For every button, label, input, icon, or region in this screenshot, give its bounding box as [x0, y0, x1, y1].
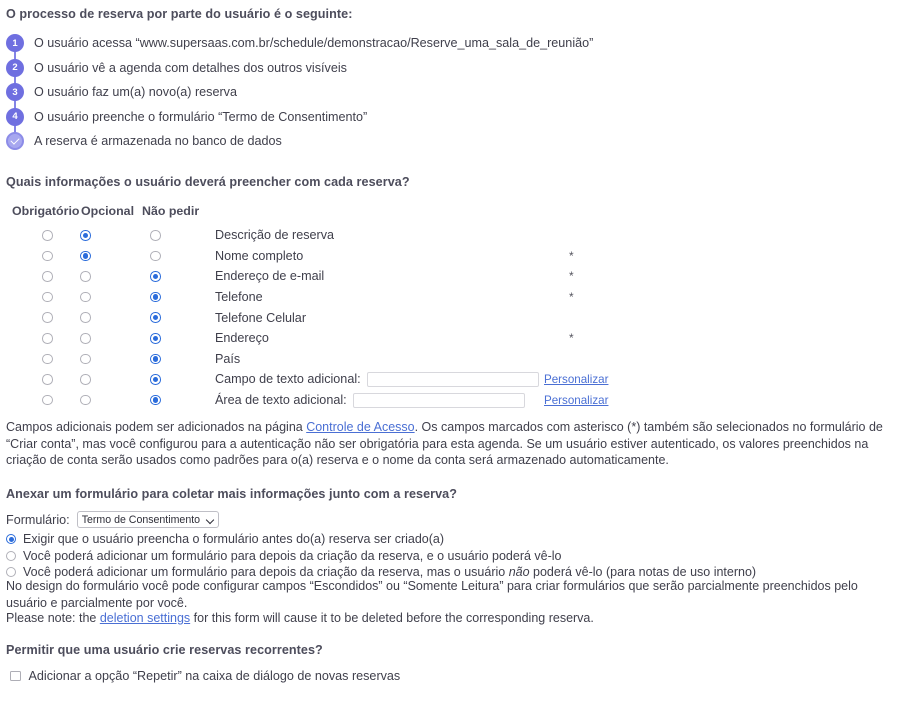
process-step-5	[0, 129, 880, 154]
radio-dont-ask[interactable]	[150, 374, 161, 385]
radio-cell-dont-ask[interactable]	[150, 292, 215, 303]
table-row	[0, 246, 890, 267]
radio-cell-required[interactable]	[0, 312, 80, 323]
asterisk-marker: *	[569, 248, 574, 263]
process-step-4	[0, 105, 880, 130]
radio-after-visible[interactable]	[6, 551, 16, 561]
radio-cell-optional[interactable]	[80, 271, 150, 282]
radio-required[interactable]	[42, 230, 53, 241]
radio-required[interactable]	[42, 271, 53, 282]
radio-optional[interactable]	[80, 230, 91, 241]
deletion-note-part1: Please note: the	[6, 611, 100, 625]
radio-cell-required[interactable]	[0, 374, 80, 385]
radio-required[interactable]	[42, 395, 53, 406]
recurring-heading	[6, 643, 323, 657]
field-label: Descrição de reserva	[215, 228, 334, 243]
radio-cell-required[interactable]	[0, 271, 80, 282]
radio-cell-required[interactable]	[0, 230, 80, 241]
radio-dont-ask[interactable]	[150, 395, 161, 406]
attach-form-heading-text: Anexar um formulário para coletar mais informações junto com a reserva?	[6, 487, 458, 501]
step-label: A reserva é armazenada no banco de dados	[34, 134, 282, 149]
radio-optional[interactable]	[80, 292, 91, 303]
radio-required[interactable]	[42, 354, 53, 365]
extra-text-field-input[interactable]	[367, 372, 539, 387]
radio-cell-required[interactable]	[0, 395, 80, 406]
attach-form-heading	[6, 487, 457, 501]
form-option-row-2[interactable]	[6, 548, 886, 565]
fields-heading-text: Quais informações o usuário deverá preencher com cada reserva?	[6, 175, 410, 189]
step-number-badge: 1	[6, 34, 24, 52]
radio-dont-ask[interactable]	[150, 271, 161, 282]
radio-optional[interactable]	[80, 333, 91, 344]
asterisk-marker: *	[569, 330, 574, 345]
radio-cell-optional[interactable]	[80, 292, 150, 303]
extra-text-field-group	[215, 372, 539, 387]
radio-require-before[interactable]	[6, 534, 16, 544]
radio-cell-required[interactable]	[0, 333, 80, 344]
radio-dont-ask[interactable]	[150, 251, 161, 262]
process-step-2	[0, 56, 880, 81]
process-step-1	[0, 31, 880, 56]
table-row	[0, 349, 890, 370]
customize-link-wrapper	[544, 394, 608, 407]
radio-dont-ask[interactable]	[150, 333, 161, 344]
step-label: O usuário acessa “www.supersaas.com.br/schedule/demonstracao/Reserve_uma_sala_de_reunião”	[34, 36, 594, 51]
form-option-row-1[interactable]	[6, 531, 886, 548]
radio-dont-ask[interactable]	[150, 354, 161, 365]
table-row	[0, 390, 890, 411]
radio-optional[interactable]	[80, 251, 91, 262]
field-label: País	[215, 351, 241, 366]
table-row	[0, 287, 890, 308]
checkbox-add-repeat[interactable]	[10, 671, 21, 682]
radio-optional[interactable]	[80, 354, 91, 365]
radio-cell-dont-ask[interactable]	[150, 230, 215, 241]
asterisk-marker: *	[569, 269, 574, 284]
field-label: Telefone	[215, 290, 263, 305]
note-text-part2: . Os campos marcados com asterisco (*) também são selecionados no formulário de “Criar conta”, mas você configurou para a autenticação não ser obrigatória para esta agenda. Se um usuário estiver autenticado, os valores preenchidos na criação de conta serão usados como padrões para o(a) reserva e o nome da conta será armazenado automaticamente.	[6, 420, 883, 468]
step-number-badge: 3	[6, 83, 24, 101]
radio-dont-ask[interactable]	[150, 292, 161, 303]
table-row	[0, 328, 890, 349]
process-heading	[6, 7, 352, 21]
form-option-emphasis: não	[508, 565, 530, 580]
radio-optional[interactable]	[80, 374, 91, 385]
radio-cell-required[interactable]	[0, 354, 80, 365]
radio-cell-optional[interactable]	[80, 230, 150, 241]
chevron-down-icon	[77, 511, 219, 529]
additional-fields-note	[6, 419, 890, 469]
extra-textarea-field-group	[215, 393, 525, 408]
customize-link[interactable]: Personalizar	[544, 393, 609, 407]
fields-matrix	[0, 204, 890, 410]
step-label: O usuário faz um(a) novo(a) reserva	[34, 85, 237, 100]
recurring-heading-text: Permitir que uma usuário crie reservas recorrentes?	[6, 643, 323, 657]
radio-cell-dont-ask[interactable]	[150, 271, 215, 282]
radio-optional[interactable]	[80, 395, 91, 406]
table-row	[0, 266, 890, 287]
column-header-optional: Opcional	[81, 204, 135, 218]
table-row	[0, 225, 890, 246]
fields-heading	[6, 175, 410, 189]
radio-dont-ask[interactable]	[150, 230, 161, 241]
field-label: Endereço	[215, 331, 269, 346]
form-design-note: No design do formulário você pode configurar campos “Escondidos” ou “Somente Leitura” para criar formulários que serão parcialmente preenchidos pelo usuário e parcialmente por você.	[6, 579, 858, 610]
check-icon	[6, 132, 24, 150]
step-number-badge: 2	[6, 59, 24, 77]
radio-cell-required[interactable]	[0, 292, 80, 303]
step-number-badge: 4	[6, 108, 24, 126]
process-steps-list	[0, 31, 880, 154]
radio-required[interactable]	[42, 312, 53, 323]
radio-cell-optional[interactable]	[80, 312, 150, 323]
radio-cell-dont-ask[interactable]	[150, 333, 215, 344]
radio-after-hidden[interactable]	[6, 567, 16, 577]
radio-required[interactable]	[42, 333, 53, 344]
form-option-label: Exigir que o usuário preencha o formulário antes do(a) reserva ser criado(a)	[23, 532, 445, 547]
deletion-settings-link[interactable]: deletion settings	[99, 611, 191, 625]
radio-cell-dont-ask[interactable]	[150, 374, 215, 385]
deletion-note-part2: for this form will cause it to be deleted before the corresponding reserva.	[190, 611, 594, 625]
access-control-link[interactable]: Controle de Acesso	[306, 420, 415, 434]
form-select[interactable]	[77, 511, 219, 528]
customize-link-wrapper	[544, 373, 608, 386]
radio-cell-dont-ask[interactable]	[150, 312, 215, 323]
field-label: Campo de texto adicional:	[215, 372, 361, 387]
field-label: Nome completo	[215, 248, 304, 263]
radio-required[interactable]	[42, 374, 53, 385]
form-select-label: Formulário:	[6, 512, 70, 527]
form-option-text-b: poderá vê-lo (para notas de uso interno)	[529, 565, 757, 580]
form-select-row	[6, 509, 219, 530]
process-heading-text: O processo de reserva por parte do usuário é o seguinte:	[6, 7, 353, 21]
field-label: Área de texto adicional:	[215, 393, 347, 408]
form-option-text-a: Você poderá adicionar um formulário para depois da criação da reserva, mas o usuário	[23, 565, 509, 580]
process-step-3	[0, 80, 880, 105]
radio-cell-required[interactable]	[0, 251, 80, 262]
column-header-dont-ask: Não pedir	[142, 204, 200, 218]
radio-cell-dont-ask[interactable]	[150, 395, 215, 406]
deletion-note	[6, 610, 890, 627]
form-option-label: Você poderá adicionar um formulário para depois da criação da reserva, e o usuário poderá vê-lo	[23, 548, 562, 563]
note-text-part1: Campos adicionais podem ser adicionados na página	[6, 420, 307, 434]
step-label: O usuário vê a agenda com detalhes dos outros visíveis	[34, 60, 347, 75]
radio-cell-dont-ask[interactable]	[150, 354, 215, 365]
radio-required[interactable]	[42, 292, 53, 303]
asterisk-marker: *	[569, 289, 574, 304]
radio-cell-dont-ask[interactable]	[150, 251, 215, 262]
field-label: Telefone Celular	[215, 310, 307, 325]
field-label: Endereço de e-mail	[215, 269, 325, 284]
table-row	[0, 307, 890, 328]
customize-link[interactable]: Personalizar	[544, 372, 609, 386]
step-label: O usuário preenche o formulário “Termo de Consentimento”	[34, 109, 368, 124]
radio-cell-optional[interactable]	[80, 251, 150, 262]
radio-cell-optional[interactable]	[80, 333, 150, 344]
matrix-column-headers	[0, 204, 890, 225]
radio-cell-optional[interactable]	[80, 374, 150, 385]
radio-optional[interactable]	[80, 312, 91, 323]
radio-optional[interactable]	[80, 271, 91, 282]
recurring-checkbox-row[interactable]	[10, 669, 400, 683]
radio-cell-optional[interactable]	[80, 354, 150, 365]
recurring-checkbox-label: Adicionar a opção “Repetir” na caixa de diálogo de novas reservas	[28, 669, 401, 683]
radio-cell-optional[interactable]	[80, 395, 150, 406]
radio-required[interactable]	[42, 251, 53, 262]
radio-dont-ask[interactable]	[150, 312, 161, 323]
table-row	[0, 369, 890, 390]
attach-form-options	[6, 531, 886, 581]
column-header-required: Obrigatório	[12, 204, 80, 218]
extra-textarea-field-input[interactable]	[353, 393, 525, 408]
